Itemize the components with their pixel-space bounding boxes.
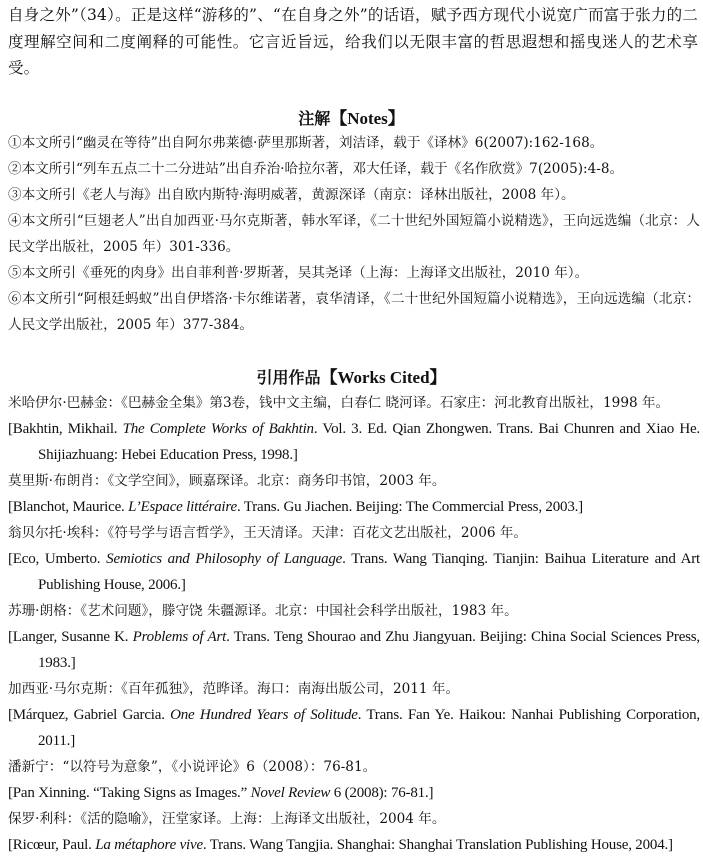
works-cited-heading-en: 【Works Cited】 — [320, 368, 447, 387]
citation-title: L’Espace littéraire — [128, 499, 237, 515]
citation-en — [8, 494, 700, 520]
citation-en — [8, 832, 700, 858]
citation-title: La métaphore vive — [95, 837, 203, 853]
citation-suffix: . Trans. Wang Tangjia. Shanghai: Shanghai Translation Publishing House, 2004.] — [202, 837, 673, 853]
citation-suffix: . Trans. Wang Tianqing. Tianjin: Baihua Literature and Art Publishing House, 2006.] — [38, 551, 700, 593]
note-item: ④本文所引“巨翅老人”出自加西亚·马尔克斯著，韩水军译，《二十世纪外国短篇小说精选》，王向远选编（北京：人民文学出版社，2005 年）301-336。 — [8, 213, 700, 255]
citation-en — [8, 780, 700, 806]
citation-prefix: [Márquez, Gabriel Garcia. — [8, 707, 171, 723]
note-item: ⑤本文所引《垂死的肉身》出自菲利普·罗斯著，吴其尧译（上海：上海译文出版社，2010 年）。 — [8, 265, 589, 281]
note-item: ①本文所引“幽灵在等待”出自阿尔弗莱德·萨里那斯著，刘洁译，载于《译林》6(2007):162-168。 — [8, 135, 604, 151]
notes-heading-zh: 注解 — [298, 109, 331, 128]
note-item: ⑥本文所引“阿根廷蚂蚁”出自伊塔洛·卡尔维诺著，袁华清译，《二十世纪外国短篇小说精选》，王向远选编（北京：人民文学出版社，2005 年）377-384。 — [8, 291, 700, 333]
citation-zh: 莫里斯·布朗肖：《文学空间》，顾嘉琛译。北京：商务印书馆，2003 年。 — [8, 473, 446, 489]
citation-prefix: [Pan Xinning. “Taking Signs as Images.” — [8, 785, 251, 801]
citation-prefix: [Blanchot, Maurice. — [8, 499, 129, 515]
citation-zh: 保罗·利科：《活的隐喻》，汪堂家译。上海：上海译文出版社，2004 年。 — [8, 811, 446, 827]
citation-suffix: 6 (2008): 76-81.] — [330, 785, 434, 801]
citation-title: Problems of Art — [132, 629, 227, 645]
citation-title: Semiotics and Philosophy of Language — [106, 551, 343, 567]
notes-heading-en: 【Notes】 — [330, 109, 405, 128]
citation-title: Novel Review — [250, 785, 331, 801]
citation-prefix: [Eco, Umberto. — [8, 551, 107, 567]
citation-en — [8, 416, 700, 468]
citation-suffix: . Trans. Fan Ye. Haikou: Nanhai Publishing Corporation, 2011.] — [38, 707, 700, 749]
citation-suffix: . Vol. 3. Ed. Qian Zhongwen. Trans. Bai Chunren and Xiao He. Shijiazhuang: Hebei Education Press, 1998.] — [38, 421, 700, 463]
citation-zh: 苏珊·朗格：《艺术问题》，滕守饶 朱疆源译。北京：中国社会科学出版社，1983 年。 — [8, 603, 518, 619]
citation-suffix: . Trans. Gu Jiachen. Beijing: The Commercial Press, 2003.] — [236, 499, 583, 515]
note-item: ③本文所引《老人与海》出自欧内斯特·海明威著，黄源深译（南京：译林出版社，2008 年）。 — [8, 187, 575, 203]
notes-heading — [0, 104, 703, 129]
citation-zh: 加西亚·马尔克斯：《百年孤独》，范晔译。海口：南海出版公司，2011 年。 — [8, 681, 460, 697]
citation-zh: 潘新宁：“以符号为意象”，《小说评论》6（2008）：76-81。 — [8, 759, 377, 775]
intro-paragraph: 自身之外”（34）。正是这样“游移的”、“在自身之外”的话语，赋予西方现代小说宽广而富于张力的二度理解空间和二度阐释的可能性。它言近旨远，给我们以无限丰富的哲思遐想和摇曳迷人的艺术享受。 — [8, 6, 698, 77]
works-cited-heading-zh: 引用作品 — [256, 368, 321, 387]
citation-suffix: . Trans. Teng Shourao and Zhu Jiangyuan. Beijing: China Social Sciences Press, 1983.] — [38, 629, 700, 671]
citation-prefix: [Langer, Susanne K. — [8, 629, 133, 645]
citation-title: The Complete Works of Bakhtin — [122, 421, 314, 437]
citation-prefix: [Ricœur, Paul. — [8, 837, 96, 853]
note-item: ②本文所引“列车五点二十二分进站”出自乔治·哈拉尔著，邓大任译，载于《名作欣赏》7(2005):4-8。 — [8, 161, 624, 177]
citation-en — [8, 546, 700, 598]
notes-list — [8, 130, 700, 338]
citation-en — [8, 702, 700, 754]
citation-title: One Hundred Years of Solitude — [170, 707, 358, 723]
works-cited-list — [8, 390, 700, 858]
citation-en — [8, 624, 700, 676]
citation-prefix: [Bakhtin, Mikhail. — [8, 421, 123, 437]
works-cited-heading — [0, 363, 703, 388]
citation-zh: 翁贝尔托·埃科：《符号学与语言哲学》，王天清译。天津：百花文艺出版社，2006 年。 — [8, 525, 528, 541]
citation-zh: 米哈伊尔·巴赫金：《巴赫金全集》第3卷，钱中文主编，白春仁 晓河译。石家庄：河北教育出版社，1998 年。 — [8, 395, 670, 411]
